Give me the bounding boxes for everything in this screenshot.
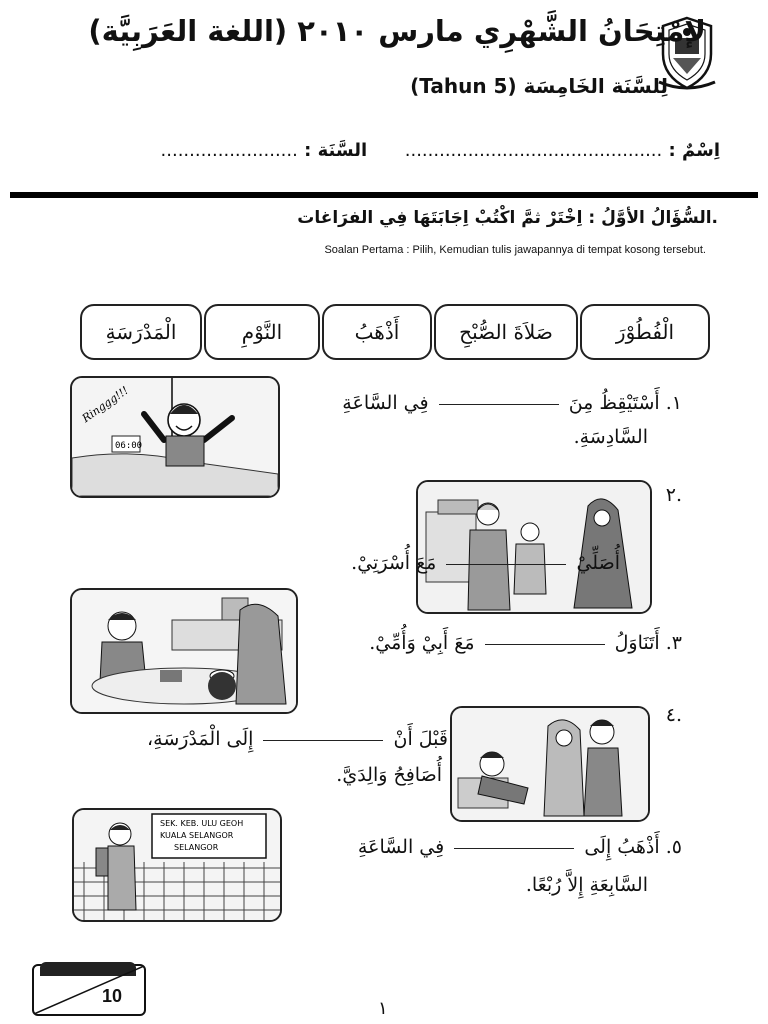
question-title: .السُّؤَالُ الأوَّلُ : اِخْتَرْ ثمَّ اكْتُبْ اِجَابَتَهَا فِي الفرَاغات [297,208,718,228]
item-1-blank[interactable] [439,404,559,405]
sentence-4-line2: أُصَافِحُ وَالِدَيَّ. [336,764,442,786]
year-blank[interactable]: ........................ [160,140,298,161]
picture-going-to-school [72,808,282,922]
sentence-5-line2: السَّابِعَةِ إِلاَّ رُبْعًا. [525,874,648,896]
item-2-number: .٢ [665,484,682,506]
choice-4[interactable]: النَّوْمِ [204,304,320,360]
item-3-text-b: مَعَ أَبِيْ وَأُمِّيْ. [369,632,475,654]
picture-waking-up [70,376,280,498]
choice-1[interactable]: الْفُطُوْرَ [580,304,710,360]
school-sign-line-2: KUALA SELANGOR [160,831,234,840]
name-label: اِسْمٌ [682,140,720,161]
score-box-divider [34,966,144,1014]
item-5-text-a: أَذْهَبُ إِلَى [584,836,660,858]
alarm-sound-text: Ringgg!!! [79,383,131,426]
item-2-blank[interactable] [446,564,566,565]
name-year-row: اِسْمٌ : ............................................. السَّنَة : ........................ [160,140,720,161]
item-4-text-a: قَبْلَ أَنْ [393,728,448,750]
answer-choices [80,304,710,360]
item-4-text-b: إِلَى الْمَدْرَسَةِ، [147,728,254,750]
sentence-2 [351,552,620,574]
exam-subtitle: لِلسَّنَة الخَامِسَة (Tahun 5) [410,74,668,98]
exam-title: لإمْتِحَانُ الشَّهْرِي مارس ٢٠١٠ (اللغة العَرَبِيَّة) [88,14,706,48]
item-2-text-b: مَعَ أُسْرَتِيْ. [351,552,437,574]
item-3-blank[interactable] [485,644,605,645]
item-1-text-a: أَسْتَيْقِظُ مِنَ [568,392,660,414]
item-1-number: ١. [665,392,682,414]
picture-breakfast [70,588,298,714]
sentence-1 [342,392,682,414]
name-blank[interactable]: ............................................. [404,140,663,161]
item-4-number: .٤ [665,704,682,726]
total-score: 10 [102,986,123,1006]
choice-2[interactable]: صَلاَةَ الصُّبْحِ [434,304,578,360]
picture-greeting-parents [450,706,650,822]
sentence-5 [358,836,682,858]
score-box [32,964,146,1016]
school-sign-line-1: SEK. KEB. ULU GEOH [160,819,244,828]
item-3-text-a: أَتَنَاوَلُ [614,632,660,654]
sentence-3 [369,632,682,654]
sentence-1-line2: السَّادِسَةِ. [573,426,648,448]
item-4-blank[interactable] [263,740,383,741]
question-instruction-malay: Soalan Pertama : Pilih, Kemudian tulis jawapannya di tempat kosong tersebut. [324,244,706,256]
choice-5[interactable]: الْمَدْرَسَةِ [80,304,202,360]
clock-time: 06:00 [115,441,143,451]
choice-3[interactable]: أَذْهَبُ [322,304,432,360]
page-number: ١ [378,998,388,1019]
item-5-text-b: فِي السَّاعَةِ [357,836,445,858]
item-5-blank[interactable] [454,848,574,849]
school-sign-line-3: SELANGOR [174,843,219,852]
year-label: السَّنَة [317,140,368,161]
picture-praying [416,480,652,614]
header-divider [10,192,758,198]
item-3-number: ٣. [665,632,682,654]
item-2-text-a: أُصَلِّيْ [576,552,620,574]
sentence-4 [147,728,448,750]
item-5-number: ٥. [665,836,682,858]
item-1-text-b: فِي السَّاعَةِ [342,392,429,414]
